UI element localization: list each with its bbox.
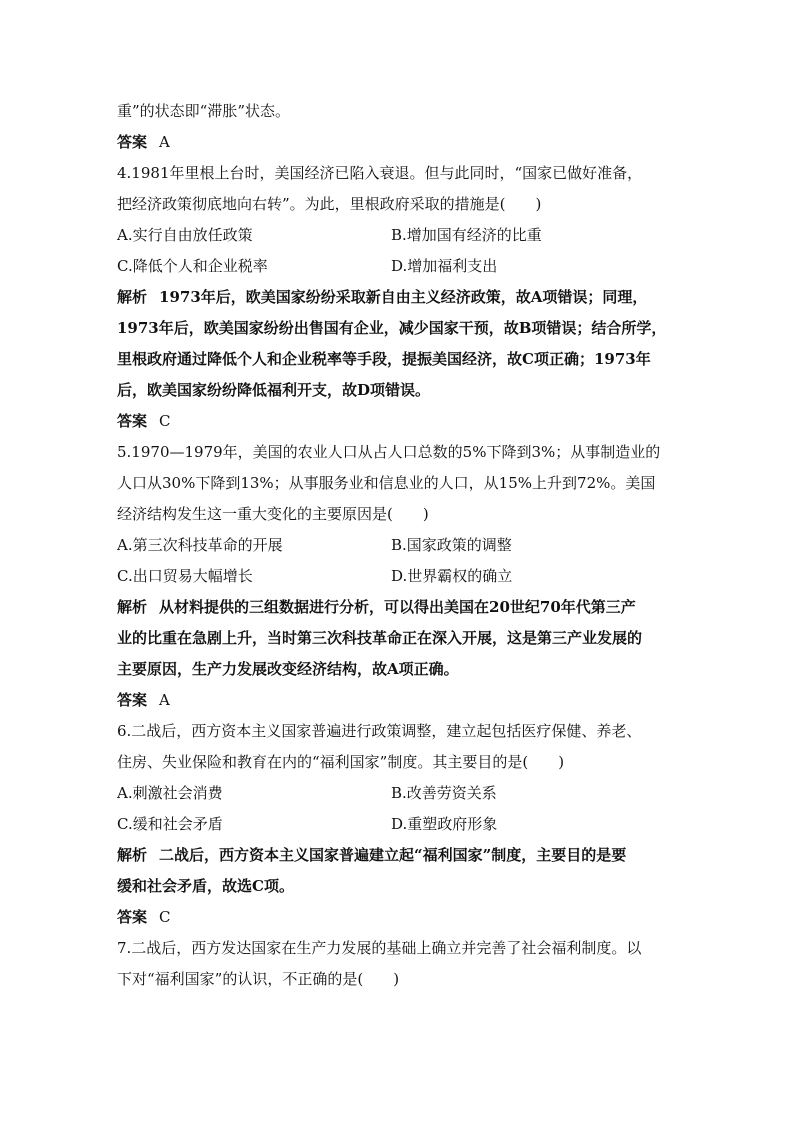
analysis-line — [117, 344, 683, 375]
answer-line — [117, 406, 683, 437]
question-line: 经济结构发生这一重大变化的主要原因是( ) — [117, 505, 429, 523]
question-line: 4.1981年里根上台时，美国经济已陷入衰退。但与此同时，“国家已做好准备， — [117, 164, 643, 182]
options-row — [117, 778, 683, 809]
option: D.重塑政府形象 — [391, 815, 498, 833]
analysis-text: 里根政府通过降低个人和企业税率等手段，提振美国经济，故C项正确；1973年 — [117, 350, 651, 368]
analysis-line — [117, 282, 683, 313]
question-line: 6.二战后，西方资本主义国家普遍进行政策调整，建立起包括医疗保健、养老、 — [117, 722, 642, 740]
option: A.第三次科技革命的开展 — [117, 536, 283, 554]
text-line: 重”的状态即“滞胀”状态。 — [117, 102, 291, 120]
answer-line — [117, 902, 683, 933]
analysis-text: 业的比重在急剧上升，当时第三次科技革命正在深入开展，这是第三产业发展的 — [117, 629, 643, 647]
analysis-line — [117, 592, 683, 623]
analysis-line — [117, 871, 683, 902]
option: B.国家政策的调整 — [391, 536, 512, 554]
answer-value: A — [159, 133, 170, 151]
answer-line — [117, 685, 683, 716]
options-row — [117, 561, 683, 592]
analysis-text: 后，欧美国家纷纷降低福利开支，故D项错误。 — [117, 381, 431, 399]
analysis-line — [117, 654, 683, 685]
answer-line — [117, 127, 683, 158]
answer-value: C — [159, 908, 171, 926]
answer-value: A — [159, 691, 170, 709]
analysis-line — [117, 313, 683, 344]
option: B.改善劳资关系 — [391, 784, 497, 802]
analysis-text: 1973年后，欧美国家纷纷出售国有企业，减少国家干预，故B项错误；结合所学， — [117, 319, 667, 337]
answer-value: C — [159, 412, 171, 430]
option: C.出口贸易大幅增长 — [117, 567, 253, 585]
analysis-text: 1973年后，欧美国家纷纷采取新自由主义经济政策，故A项错误；同理， — [159, 288, 648, 306]
answer-label: 答案 — [117, 133, 148, 151]
answer-label: 答案 — [117, 908, 148, 926]
analysis-text: 主要原因，生产力发展改变经济结构，故A项正确。 — [117, 660, 459, 678]
question-line: 住房、失业保险和教育在内的“福利国家”制度。其主要目的是( ) — [117, 753, 565, 771]
analysis-label: 解析 — [117, 846, 148, 864]
analysis-label: 解析 — [117, 598, 148, 616]
analysis-label: 解析 — [117, 288, 148, 306]
option: C.降低个人和企业税率 — [117, 257, 268, 275]
question-line: 下对“福利国家”的认识，不正确的是( ) — [117, 970, 400, 988]
analysis-text: 二战后，西方资本主义国家普遍建立起“福利国家”制度，主要目的是要 — [159, 846, 627, 864]
analysis-line — [117, 623, 683, 654]
analysis-text: 从材料提供的三组数据进行分析，可以得出美国在20世纪70年代第三产 — [159, 598, 636, 616]
analysis-line — [117, 840, 683, 871]
options-row — [117, 809, 683, 840]
question-line: 5.1970—1979年，美国的农业人口从占人口总数的5%下降到3%；从事制造业的 — [117, 443, 661, 461]
answer-label: 答案 — [117, 691, 148, 709]
option: A.刺激社会消费 — [117, 784, 223, 802]
analysis-text: 缓和社会矛盾，故选C项。 — [117, 877, 294, 895]
option: A.实行自由放任政策 — [117, 226, 253, 244]
analysis-line — [117, 375, 683, 406]
option: D.世界霸权的确立 — [391, 567, 513, 585]
document-page — [117, 96, 683, 995]
question-line: 把经济政策彻底地向右转”。为此，里根政府采取的措施是( ) — [117, 195, 542, 213]
options-row — [117, 251, 683, 282]
option: D.增加福利支出 — [391, 257, 498, 275]
question-line: 7.二战后，西方发达国家在生产力发展的基础上确立并完善了社会福利制度。以 — [117, 939, 642, 957]
question-line: 人口从30%下降到13%；从事服务业和信息业的人口，从15%上升到72%。美国 — [117, 474, 656, 492]
option: C.缓和社会矛盾 — [117, 815, 223, 833]
option: B.增加国有经济的比重 — [391, 226, 542, 244]
answer-label: 答案 — [117, 412, 148, 430]
options-row — [117, 220, 683, 251]
options-row — [117, 530, 683, 561]
